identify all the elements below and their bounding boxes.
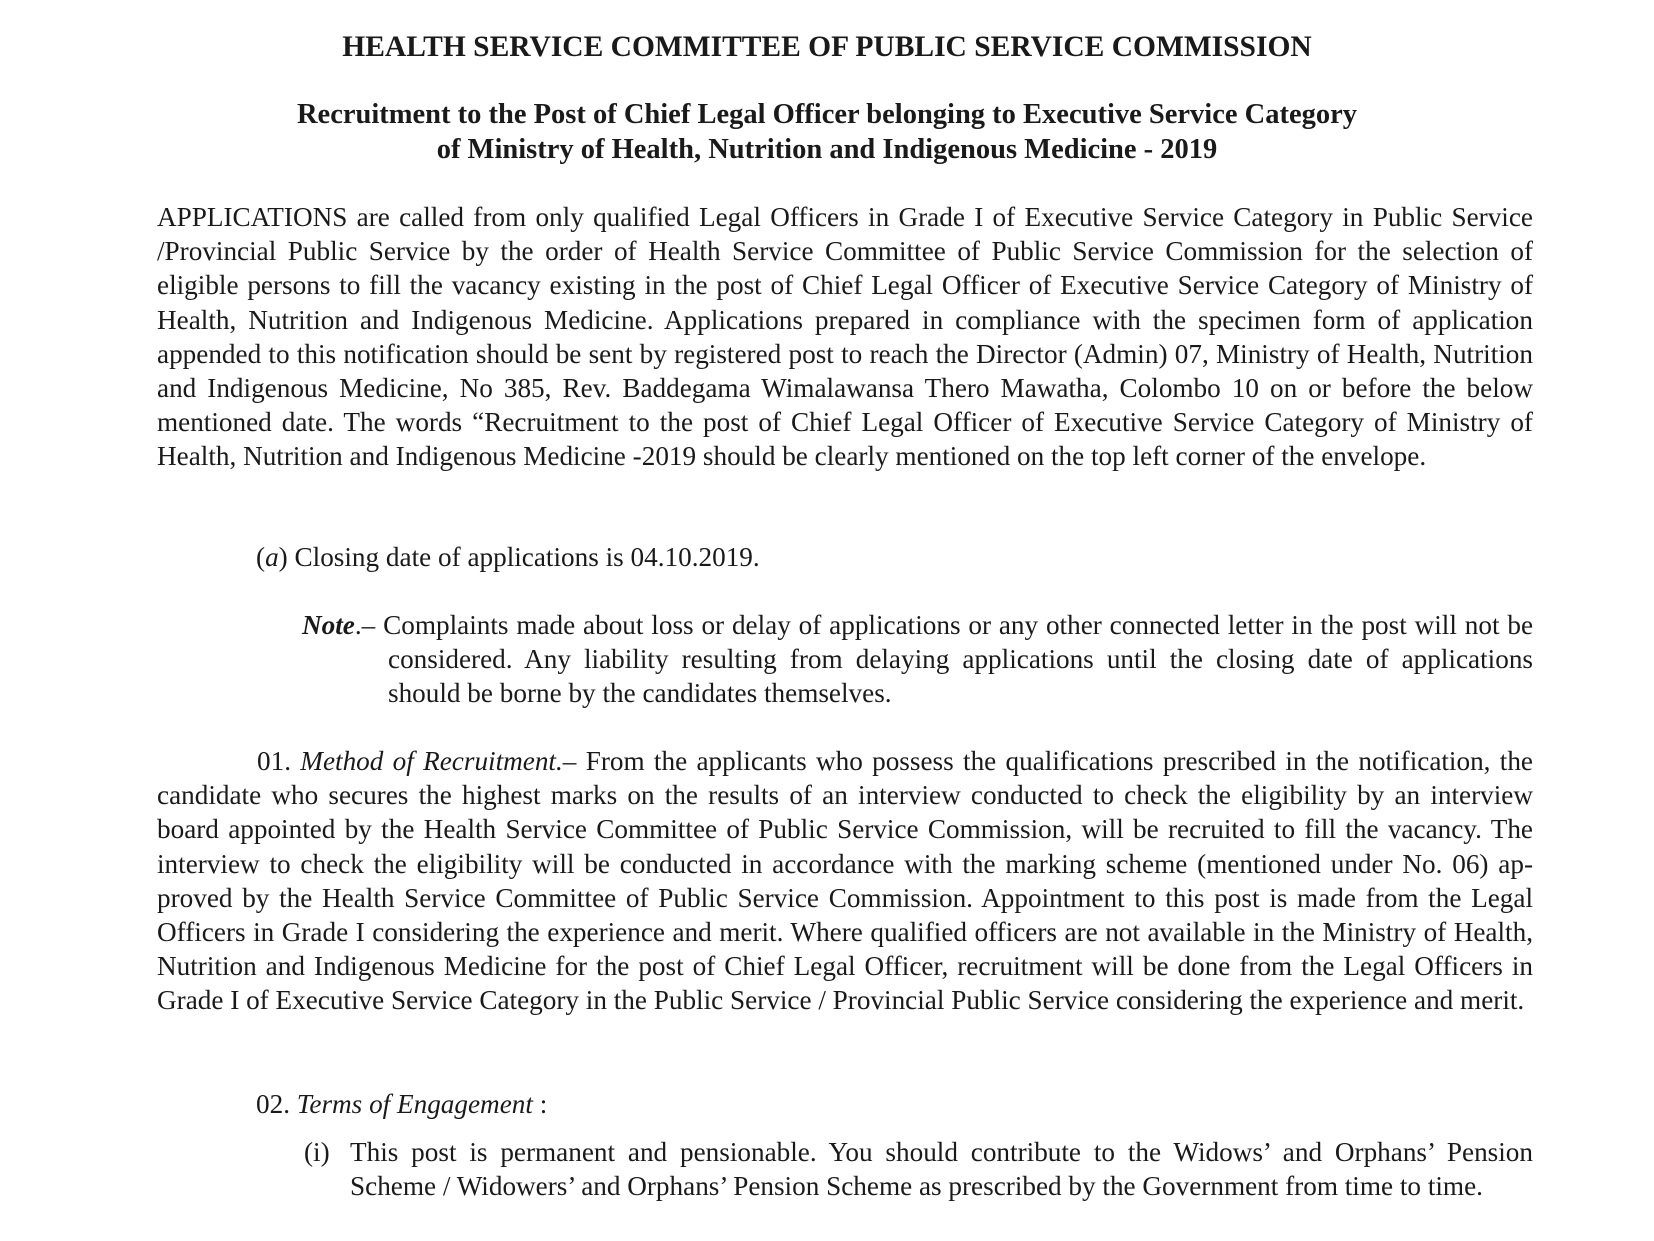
- method-number: 01.: [257, 746, 301, 776]
- closing-date-text: Closing date of applications is 04.10.2019.: [287, 542, 760, 572]
- note-dash: .–: [354, 610, 384, 640]
- intro-paragraph: APPLICATIONS are called from only qualified Legal Officers in Grade I of Executive Service Category in Public Service /Provincial Public Service by the order of Health Service Committee of Public Service Commission for the selection of eligible persons to fill the vacancy existing in the post of Chief Legal Officer of Executive Service Category of Ministry of Health, Nutrition and Indigenous Medicine. Applications prepared in compliance with the specimen form of application appended to this notification should be sent by registered post to reach the Director (Admin) 07, Ministry of Health, Nutrition and Indigenous Medicine, No 385, Rev. Baddegama Wimalawansa Thero Mawatha, Colombo 10 on or before the below mentioned date. The words “Recruitment to the post of Chief Legal Officer of Executive Service Category of Ministry of Health, Nutrition and Indigenous Medicine -2019 should be clearly mentioned on the top left corner of the envelope.: [157, 202, 1533, 472]
- closing-open-paren: (: [256, 542, 266, 572]
- method-heading: Method of Recruitment.: [300, 746, 563, 776]
- terms-item-label: (i): [304, 1137, 330, 1167]
- terms-heading: Terms of Engagement: [296, 1089, 533, 1119]
- method-dash: –: [562, 746, 586, 776]
- terms-of-engagement-heading: [256, 1087, 547, 1121]
- closing-close-paren: ): [278, 542, 288, 572]
- closing-letter: a: [265, 542, 279, 572]
- terms-suffix: :: [532, 1089, 548, 1119]
- subtitle-line-1: Recruitment to the Post of Chief Legal Officer belonging to Executive Service Category: [296, 99, 1358, 130]
- subtitle-line-2: of Ministry of Health, Nutrition and Indigenous Medicine - 2019: [436, 134, 1218, 165]
- document-title: HEALTH SERVICE COMMITTEE OF PUBLIC SERVICE COMMISSION: [342, 31, 1312, 63]
- terms-number: 02.: [256, 1089, 297, 1119]
- closing-date-line: [256, 540, 760, 574]
- method-of-recruitment-paragraph: [157, 744, 1533, 1018]
- note-paragraph: [302, 608, 1533, 711]
- document-subtitle: [0, 97, 1654, 167]
- terms-item-text: This post is permanent and pensionable. You should contribute to the Widows’ and Orphans’ Pension Scheme / Widowers’ and Orphans’ Pension Scheme as prescribed by the Government from time to time.: [350, 1137, 1533, 1202]
- terms-item: [304, 1135, 1533, 1203]
- method-text: From the applicants who possess the qualifications prescribed in the notification, the candidate who secures the highest marks on the results of an interview conducted to check the eligibility by an interview board appointed by the Health Service Committee of Public Service Commission, will be recruited to fill the vacancy. The interview to check the eligibility will be conducted in accordance with the marking scheme (mentioned under No. 06) approved by the Health Service Committee of Public Service Commission. Appointment to this post is made from the Legal Officers in Grade I considering the experience and merit. Where qualified officers are not available in the Ministry of Health, Nutrition and Indigenous Medicine for the post of Chief Legal Officer, recruitment will be done from the Legal Officers in Grade I of Executive Service Category in the Public Service / Provincial Public Service considering the experience and merit.: [157, 746, 1533, 1016]
- note-text: Complaints made about loss or delay of applications or any other connected letter in the post will not be considered. Any liability resulting from delaying applications until the closing date of applications should be borne by the candidates themselves.: [383, 610, 1534, 709]
- note-label: Note: [302, 610, 355, 640]
